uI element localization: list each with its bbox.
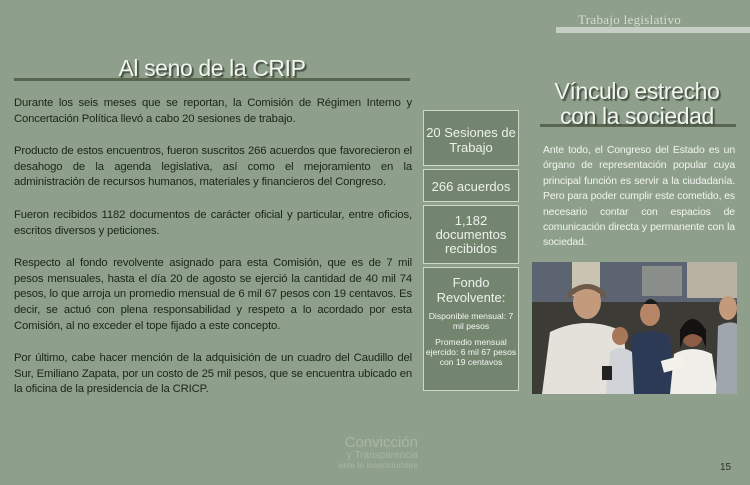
stat-fondo-title: Fondo Revolvente: — [436, 275, 506, 305]
stat-acuerdos: 266 acuerdos — [431, 179, 511, 194]
footer-logo-line2: y Transparencia — [346, 450, 418, 461]
right-body: Ante todo, el Congreso del Estado es un órgano de representación popular cuya principal función es servir a la ciudadanía. Pero para poder cumplir este cometido, es necesario contar con espacios de comunicación directa y permanente con la sociedad. — [543, 145, 735, 249]
press-photo-illustration — [532, 262, 737, 394]
stat-box-sesiones — [423, 110, 519, 166]
footer-logo-line1: Convicción — [344, 434, 418, 451]
paragraph-cuadro: Por último, cabe hacer mención de la adquisición de un cuadro del Caudillo del Sur, Emiliano Zapata, por un costo de 25 mil pesos, que se encuentra ubicado en la oficina de la presidencia de la CRICP. — [14, 352, 412, 396]
right-heading: Vínculo estrecho con la sociedad — [554, 78, 720, 129]
stat-box-fondo — [423, 267, 519, 391]
footer-logo — [334, 435, 418, 470]
stat-fondo-promedio: Promedio mensual ejercido: 6 mil 67 pesos con 19 centavos — [425, 337, 517, 367]
paragraph-documentos: Fueron recibidos 1182 documentos de carácter oficial y particular, entre oficios, escritos diversos y peticiones. — [14, 208, 412, 237]
stat-sesiones: 20 Sesiones de Trabajo — [426, 125, 516, 155]
left-body — [14, 96, 412, 415]
press-photo — [532, 262, 737, 394]
paragraph-fondo: Respecto al fondo revolvente asignado para esta Comisión, que es de 7 mil pesos mensuales, hasta el día 20 de agosto se ejerció la cantidad de 40 mil 74 pesos, lo que arroja un promedio mensual de 6 mil 67 pesos con 19 centavos. Es decir, se actuó con plena responsabilidad y respeto a lo acordado por esta Comisión, al no exceder el tope fijado a este concepto. — [14, 257, 412, 332]
stat-box-documentos — [423, 205, 519, 264]
footer-logo-line3: ante la incertidumbre — [338, 460, 418, 470]
section-title: Trabajo legislativo — [578, 12, 682, 27]
stat-fondo-disponible: Disponible mensual: 7 mil pesos — [428, 311, 514, 331]
stat-box-acuerdos — [423, 169, 519, 202]
page-number: 15 — [720, 462, 732, 473]
paragraph-acuerdos: Producto de estos encuentros, fueron suscritos 266 acuerdos que favorecieron el desahogo de la agenda legislativa, así como el mejoramiento en la administración de recursos humanos, materiales y financieros del Congreso. — [14, 145, 412, 189]
paragraph-sesiones: Durante los seis meses que se reportan, la Comisión de Régimen Interno y Concertación Política llevó a cabo 20 sesiones de trabajo. — [14, 97, 412, 125]
left-heading: Al seno de la CRIP — [118, 55, 306, 81]
stat-documentos: 1,182 documentos recibidos — [435, 213, 507, 256]
